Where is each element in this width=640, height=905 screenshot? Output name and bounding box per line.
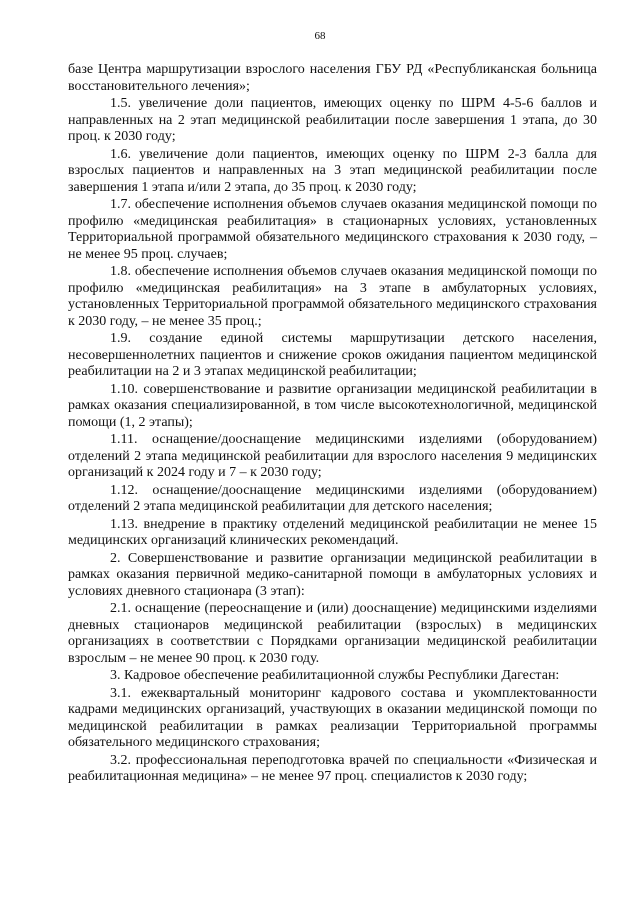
paragraph: 1.10. совершенствование и развитие организации медицинской реабилитации в рамках оказания специализированной, в том числе высокотехнологичной, медицинской помощи (1, 2 этапы); <box>68 381 597 430</box>
paragraph: 2.1. оснащение (переоснащение и (или) дооснащение) медицинскими изделиями дневных стационаров медицинской реабилитации (взрослых) в медицинских организациях в соответствии с Порядками организации медицинской реабилитации взрослым – не менее 90 проц. к 2030 году. <box>68 601 597 666</box>
paragraph: 3.2. профессиональная переподготовка врачей по специальности «Физическая и реабилитационная медицина» – не менее 97 проц. специалистов к 2030 году; <box>68 752 597 784</box>
paragraph: 1.8. обеспечение исполнения объемов случаев оказания медицинской помощи по профилю «медицинская реабилитация» на 3 этапе в амбулаторных условиях, установленных Территориальной программой обязательного медицинского страхования к 2030 году, – не менее 35 проц.; <box>68 264 597 329</box>
paragraph: 3.1. ежеквартальный мониторинг кадрового состава и укомплектованности кадрами медицинских организаций, участвующих в оказании медицинской помощи по медицинской реабилитации в рамках реализации Территориальной программы обязательного медицинского страхования; <box>68 685 597 750</box>
paragraph: 2. Совершенствование и развитие организации медицинской реабилитации в рамках оказания первичной медико-санитарной помощи в амбулаторных условиях и условиях дневного стационара (3 этап): <box>68 550 597 599</box>
page-number: 68 <box>314 30 326 42</box>
paragraph: 3. Кадровое обеспечение реабилитационной службы Республики Дагестан: <box>110 668 560 683</box>
paragraph: 1.7. обеспечение исполнения объемов случаев оказания медицинской помощи по профилю «медицинская реабилитация» в стационарных условиях, установленных Территориальной программой обязательного медицинского страхования к 2030 году, – не менее 95 проц. случаев; <box>68 197 597 262</box>
paragraph: 1.12. оснащение/дооснащение медицинскими изделиями (оборудованием) отделений 2 этапа медицинской реабилитации для детского населения; <box>68 482 597 514</box>
paragraph: 1.13. внедрение в практику отделений медицинской реабилитации не менее 15 медицинских организаций клинических рекомендаций. <box>68 516 597 548</box>
paragraph: 1.11. оснащение/дооснащение медицинскими изделиями (оборудованием) отделений 2 этапа медицинской реабилитации для взрослого населения 9 медицинских организаций к 2024 году и 7 – к 2030 году; <box>68 432 597 480</box>
paragraph: 1.5. увеличение доли пациентов, имеющих оценку по ШРМ 4-5-6 баллов и направленных на 2 этап медицинской реабилитации после завершения 1 этапа, до 30 проц. к 2030 году; <box>68 96 597 144</box>
paragraph: 1.6. увеличение доли пациентов, имеющих оценку по ШРМ 2-3 балла для взрослых пациентов и направленных на 3 этап медицинской реабилитации после завершения 1 этапа и/или 2 этапа, до 35 проц. к 2030 году; <box>68 146 597 195</box>
paragraph: базе Центра маршрутизации взрослого населения ГБУ РД «Республиканская больница восстановительного лечения»; <box>68 62 597 94</box>
document-body <box>68 62 597 786</box>
paragraph: 1.9. создание единой системы маршрутизации детского населения, несовершеннолетних пациентов и снижение сроков ожидания пациентом медицинской реабилитации на 2 и 3 этапах медицинской реабилитации; <box>68 331 597 379</box>
